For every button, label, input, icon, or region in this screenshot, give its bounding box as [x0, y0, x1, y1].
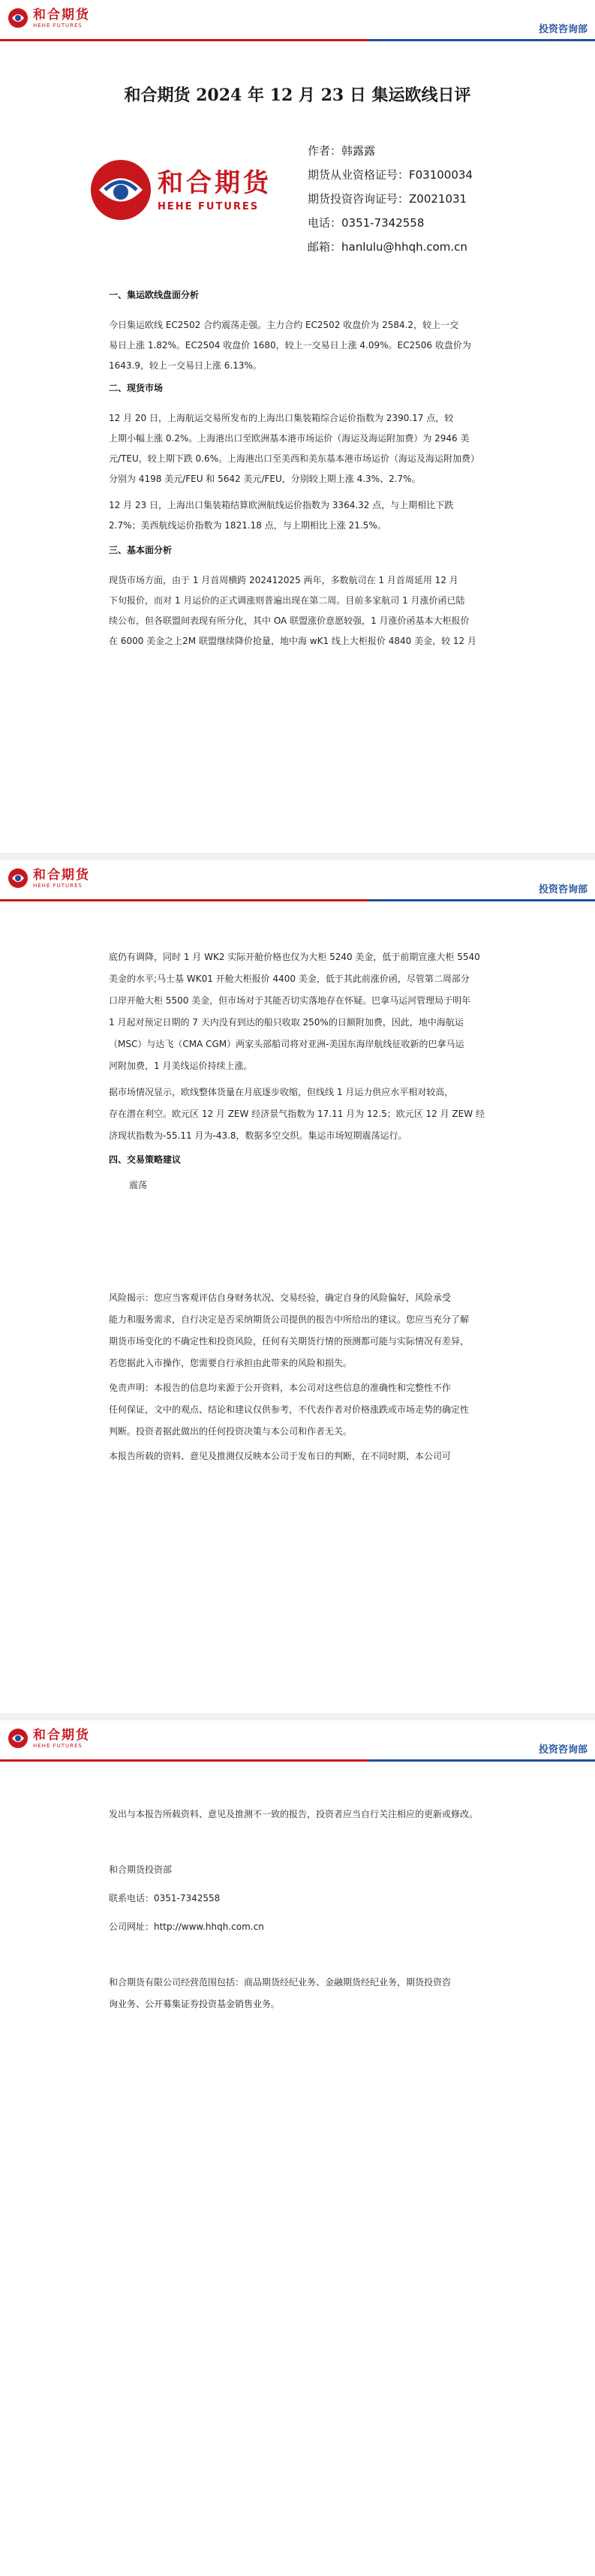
- section-3-line: 据市场情况显示，欧线整体货量在月底逐步收缩，但线线 1 月运力供应水平相对较高，: [109, 1087, 454, 1097]
- section-2-line: 12 月 20 日，上海航运交易所发布的上海出口集装箱综合运价指数为 2390.17 点，较: [109, 413, 454, 423]
- header-brand-en: HEHE FUTURES: [33, 23, 83, 29]
- page-3: [0, 1720, 595, 2576]
- hehe-logo-icon: [8, 1728, 29, 1749]
- section-3-line: 美金的水平;马士基 WK01 开舱大柜报价 4400 美金，低于其此前涨价函，尽管第二周部分: [109, 974, 470, 984]
- page-separator: [0, 1713, 595, 1720]
- header-divider: [0, 1759, 595, 1762]
- section-3-line: 底仍有调降，同时 1 月 WK2 实际开舱价格也仅为大柜 5240 美金，低于前期宣涨大柜 5540: [109, 952, 480, 962]
- contact-site[interactable]: 公司网址：http://www.hhqh.com.cn: [109, 1921, 264, 1932]
- report-title: 和合期货 2024 年 12 月 23 日 集运欧线日评: [124, 86, 471, 105]
- header-department: 投资咨询部: [538, 1744, 587, 1756]
- rights-line: 发出与本报告所载资料、意见及推测不一致的报告，投资者应当自行关注相应的更新或修改。: [109, 1809, 479, 1819]
- section-3-line: 河附加费，1 月美线运价持续上涨。: [109, 1061, 253, 1071]
- header-brand-en: HEHE FUTURES: [33, 883, 83, 889]
- section-3-line: 存在潜在利空。欧元区 12 月 ZEW 经济景气指数为 17.11 月为 12.5；欧元区 12 月 ZEW 经: [109, 1109, 485, 1119]
- header-divider: [0, 899, 595, 901]
- section-2-line: 上期小幅上涨 0.2%。上海港出口至欧洲基本港市场运价（海运及海运附加费）为 2946 美: [109, 433, 470, 444]
- page-separator: [0, 853, 595, 860]
- section-2-line: 12 月 23 日，上海出口集装箱结算欧洲航线运价指数为 3364.32 点，与上期相比下跌: [109, 500, 454, 510]
- phone: 电话：0351-7342558: [308, 216, 425, 230]
- section-1-line: 易日上涨 1.82%。EC2504 收盘价 1680，较上一交易日上涨 4.09%。EC2506 收盘价为: [109, 340, 471, 351]
- header-logo: [8, 1728, 98, 1752]
- header-brand: 和合期货: [33, 8, 90, 23]
- rights-line: 本报告所载的资料、意见及推测仅反映本公司于发布日的判断，在不同时期，本公司可: [109, 1451, 452, 1461]
- hehe-logo-icon: [8, 868, 29, 889]
- qual-cert: 期货从业资格证号：F03100034: [308, 168, 473, 182]
- section-2-line: 分别为 4198 美元/FEU 和 5642 美元/FEU，分别较上期上涨 4.3%、2.7%。: [109, 474, 421, 484]
- hehe-logo-large-icon: [89, 158, 153, 222]
- header-logo: [8, 868, 98, 892]
- section-1-line: 今日集运欧线 EC2502 合约震荡走强。主力合约 EC2502 收盘价为 2584.2，较上一交: [109, 320, 459, 330]
- cover-brand-en: HEHE FUTURES: [158, 201, 260, 212]
- header-department: 投资咨询部: [538, 24, 587, 35]
- disclaimer-line: 免责声明：本报告的信息均来源于公开资料，本公司对这些信息的准确性和完整性不作: [109, 1383, 452, 1393]
- section-3-line: 济现状指数为-55.11 月为-43.8，数据多空交织。集运市场短期震荡运行。: [109, 1130, 407, 1141]
- risk-line: 风险揭示：您应当客观评估自身财务状况、交易经验，确定自身的风险偏好，风险承受: [109, 1293, 452, 1303]
- section-3-line: 续公布，但各联盟间表现有所分化，其中 OA 联盟涨价意愿较强，1 月涨价函基本大柜报价: [109, 615, 470, 626]
- section-4-title: 四、交易策略建议: [109, 1154, 182, 1165]
- section-1-title: 一、集运欧线盘面分析: [109, 290, 200, 300]
- contact-phone: 联系电话：0351-7342558: [109, 1893, 221, 1903]
- scope-line: 询业务、公开募集证券投资基金销售业务。: [109, 1999, 281, 2009]
- section-2-line: 元/TEU，较上期下跌 0.6%。上海港出口至美西和美东基本港市场运价（海运及海运附加费）: [109, 453, 480, 464]
- section-3-line: （MSC）与达飞（CMA CGM）两家头部船司将对亚洲-美国东海岸航线征收新的巴拿马运: [109, 1039, 464, 1049]
- page-header: [0, 1720, 595, 1767]
- author: 作者：韩露露: [308, 144, 376, 158]
- risk-line: 期货市场变化的不确定性和投资风险，任何有关期货行情的预测都可能与实际情况有差异，: [109, 1336, 470, 1347]
- header-logo: [8, 8, 98, 32]
- disclaimer-line: 任何保证，文中的观点、结论和建议仅供参考，不代表作者对价格涨跌或市场走势的确定性: [109, 1404, 470, 1415]
- scope-line: 和合期货有限公司经营范围包括：商品期货经纪业务、金融期货经纪业务，期货投资咨: [109, 1977, 452, 1988]
- section-3-line: 现货市场方面，由于 1 月首周横跨 202412025 两年，多数航司在 1 月首周延用 12 月: [109, 575, 458, 585]
- header-brand-en: HEHE FUTURES: [33, 1743, 83, 1749]
- section-3-line: 口岸开舱大柜 5500 美金，但市场对于其能否切实落地存在怀疑。巴拿马运河管理局于明年: [109, 995, 471, 1006]
- section-3-title: 三、基本面分析: [109, 545, 173, 555]
- header-divider: [0, 39, 595, 41]
- section-3-line: 在 6000 美金之上2M 联盟继续降价抢量，地中海 wK1 线上大柜报价 4840 美金，较 12 月: [109, 636, 476, 646]
- email: 邮箱：hanlulu@hhqh.com.cn: [308, 240, 467, 254]
- section-1-line: 1643.9，较上一交易日上涨 6.13%。: [109, 360, 262, 371]
- section-2-title: 二、现货市场: [109, 383, 164, 393]
- disclaimer-line: 判断。投资者据此做出的任何投资决策与本公司和作者无关。: [109, 1426, 353, 1437]
- section-2-line: 2.7%；美西航线运价指数为 1821.18 点，与上期相比上涨 21.5%。: [109, 520, 386, 531]
- cover-brand: 和合期货: [158, 168, 272, 198]
- invest-cert: 期货投资咨询证号：Z0021031: [308, 192, 467, 206]
- section-4-text: 震荡: [129, 1180, 148, 1190]
- page-header: [0, 0, 595, 47]
- contact-company: 和合期货投资部: [109, 1864, 173, 1875]
- page-1: [0, 0, 595, 853]
- risk-line: 能力和服务需求，自行决定是否采纳期货公司提供的报告中所给出的建议。您应当充分了解: [109, 1314, 470, 1325]
- header-brand: 和合期货: [33, 1728, 90, 1743]
- page-header: [0, 860, 595, 907]
- section-3-line: 1 月起对预定日期的 7 天内没有到达的船只收取 250%的日额附加费，因此，地中海航运: [109, 1017, 464, 1028]
- risk-line: 若您据此入市操作，您需要自行承担由此带来的风险和损失。: [109, 1358, 353, 1368]
- page-2: [0, 860, 595, 1713]
- hehe-logo-icon: [8, 8, 29, 29]
- cover-logo: [89, 158, 276, 225]
- header-department: 投资咨询部: [538, 884, 587, 895]
- header-brand: 和合期货: [33, 868, 90, 883]
- section-3-line: 下旬报价，而对 1 月运价的正式调涨则普遍出现在第二周。目前多家航司 1 月涨价函已陆: [109, 595, 465, 606]
